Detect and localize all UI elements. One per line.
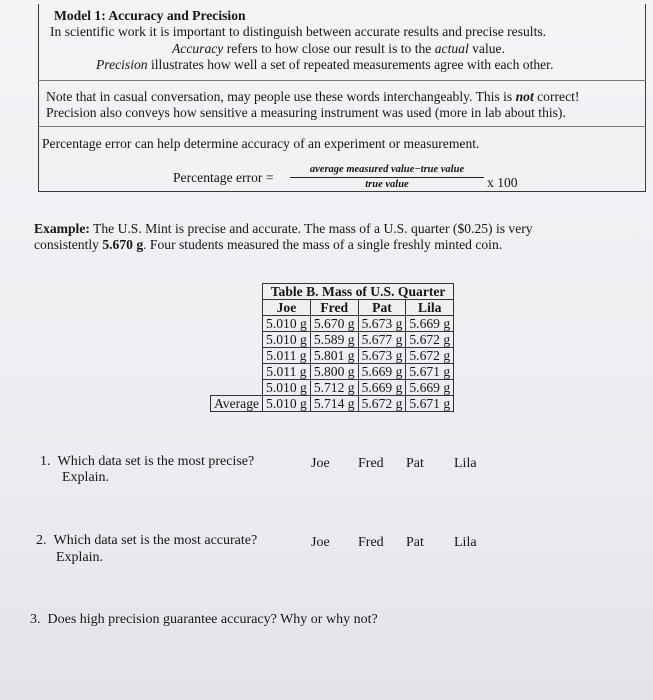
note-line-1 xyxy=(46,89,579,105)
average-cell: 5.010 g xyxy=(263,396,311,412)
explain-label: Explain. xyxy=(56,550,104,565)
model-title: Model 1: Accuracy and Precision xyxy=(54,8,246,23)
formula-denominator: true value xyxy=(365,179,409,190)
model-intro: In scientific work it is important to distinguish between accurate results and precise results. xyxy=(50,24,547,39)
table-cell: 5.011 g xyxy=(263,364,311,380)
choice-lila[interactable]: Lila xyxy=(454,535,477,550)
question-number: 1. xyxy=(40,454,51,469)
table-cell: 5.672 g xyxy=(406,332,454,348)
question-text: Does high precision guarantee accuracy? Why or why not? xyxy=(47,612,378,627)
note-end: correct! xyxy=(533,89,580,104)
table-cell: 5.800 g xyxy=(310,364,358,380)
table-cell: 5.669 g xyxy=(358,364,406,380)
table-row xyxy=(211,316,454,332)
table-cell: 5.669 g xyxy=(406,380,454,396)
column-header: Lila xyxy=(406,300,454,316)
table-cell: 5.671 g xyxy=(406,364,454,380)
table-cell: 5.672 g xyxy=(406,348,454,364)
table-cell: 5.670 g xyxy=(310,316,358,332)
table-row xyxy=(211,380,454,396)
formula-multiplier: x 100 xyxy=(487,175,518,190)
formula-fraction xyxy=(290,164,484,191)
formula-numerator: average measured value−true value xyxy=(309,164,465,175)
example-line-2 xyxy=(34,237,502,253)
average-row xyxy=(211,396,454,412)
note-text: Note that in casual conversation, may people use these words interchangeably. This is xyxy=(46,89,516,104)
accuracy-definition xyxy=(172,41,505,57)
question-2 xyxy=(36,532,257,549)
example-text: consistently xyxy=(34,237,103,252)
table-cell: 5.589 g xyxy=(310,332,358,348)
divider xyxy=(38,80,646,81)
formula-label: Percentage error = xyxy=(173,170,274,185)
table-cell: 5.677 g xyxy=(358,332,406,348)
choice-joe[interactable]: Joe xyxy=(311,456,330,471)
example-label: Example: xyxy=(34,221,90,236)
average-cell: 5.671 g xyxy=(406,396,454,412)
accuracy-actual: actual xyxy=(434,41,469,56)
table-cell: 5.010 g xyxy=(263,332,311,348)
note-line-2: Precision also conveys how sensitive a measuring instrument was used (more in lab about this). xyxy=(46,105,566,120)
explain-label: Explain. xyxy=(62,470,110,485)
table-title: Table B. Mass of U.S. Quarter xyxy=(263,284,454,300)
choice-fred[interactable]: Fred xyxy=(358,456,384,471)
table-cell: 5.669 g xyxy=(406,316,454,332)
accuracy-end: value. xyxy=(468,41,505,56)
table-cell: 5.673 g xyxy=(358,348,406,364)
note-emphasis: not xyxy=(515,89,534,104)
question-3 xyxy=(30,611,378,628)
average-cell: 5.714 g xyxy=(310,396,358,412)
question-number: 2. xyxy=(36,533,47,548)
choice-pat[interactable]: Pat xyxy=(406,456,424,471)
question-text: Which data set is the most accurate? xyxy=(53,533,258,548)
table-cell: 5.011 g xyxy=(263,348,311,364)
divider xyxy=(38,126,646,127)
question-text: Which data set is the most precise? xyxy=(57,454,255,469)
column-header: Fred xyxy=(310,300,358,316)
table-row xyxy=(211,332,454,348)
table-cell: 5.010 g xyxy=(263,316,311,332)
table-corner xyxy=(211,300,263,316)
percent-error-intro: Percentage error can help determine accuracy of an experiment or measurement. xyxy=(42,136,480,151)
table-cell: 5.801 g xyxy=(310,348,358,364)
table-corner xyxy=(211,284,263,300)
choice-pat[interactable]: Pat xyxy=(406,535,424,550)
accuracy-text: refers to how close our result is to the xyxy=(223,41,435,56)
table-row xyxy=(211,364,454,380)
quarter-mass-table xyxy=(210,283,454,412)
table-row xyxy=(211,348,454,364)
table-cell: 5.669 g xyxy=(358,380,406,396)
example-line-1 xyxy=(34,221,533,237)
precision-term: Precision xyxy=(96,57,148,72)
choice-lila[interactable]: Lila xyxy=(454,456,477,471)
example-value: 5.670 g xyxy=(102,237,144,252)
table-cell: 5.712 g xyxy=(310,380,358,396)
column-header: Pat xyxy=(358,300,406,316)
choice-joe[interactable]: Joe xyxy=(311,535,330,550)
example-text: The U.S. Mint is precise and accurate. The mass of a U.S. quarter ($0.25) is very xyxy=(89,221,533,236)
table-cell: 5.010 g xyxy=(263,380,311,396)
choice-fred[interactable]: Fred xyxy=(358,535,384,550)
precision-definition xyxy=(96,57,553,73)
question-number: 3. xyxy=(30,612,41,627)
table-cell: 5.673 g xyxy=(358,316,406,332)
fraction-bar xyxy=(290,177,484,178)
average-cell: 5.672 g xyxy=(358,396,406,412)
question-1 xyxy=(40,453,254,470)
precision-text: illustrates how well a set of repeated measurements agree with each other. xyxy=(147,57,554,72)
column-header: Joe xyxy=(263,300,311,316)
average-label: Average xyxy=(211,396,263,412)
example-text: . Four students measured the mass of a single freshly minted coin. xyxy=(143,237,503,252)
accuracy-term: Accuracy xyxy=(172,41,224,56)
